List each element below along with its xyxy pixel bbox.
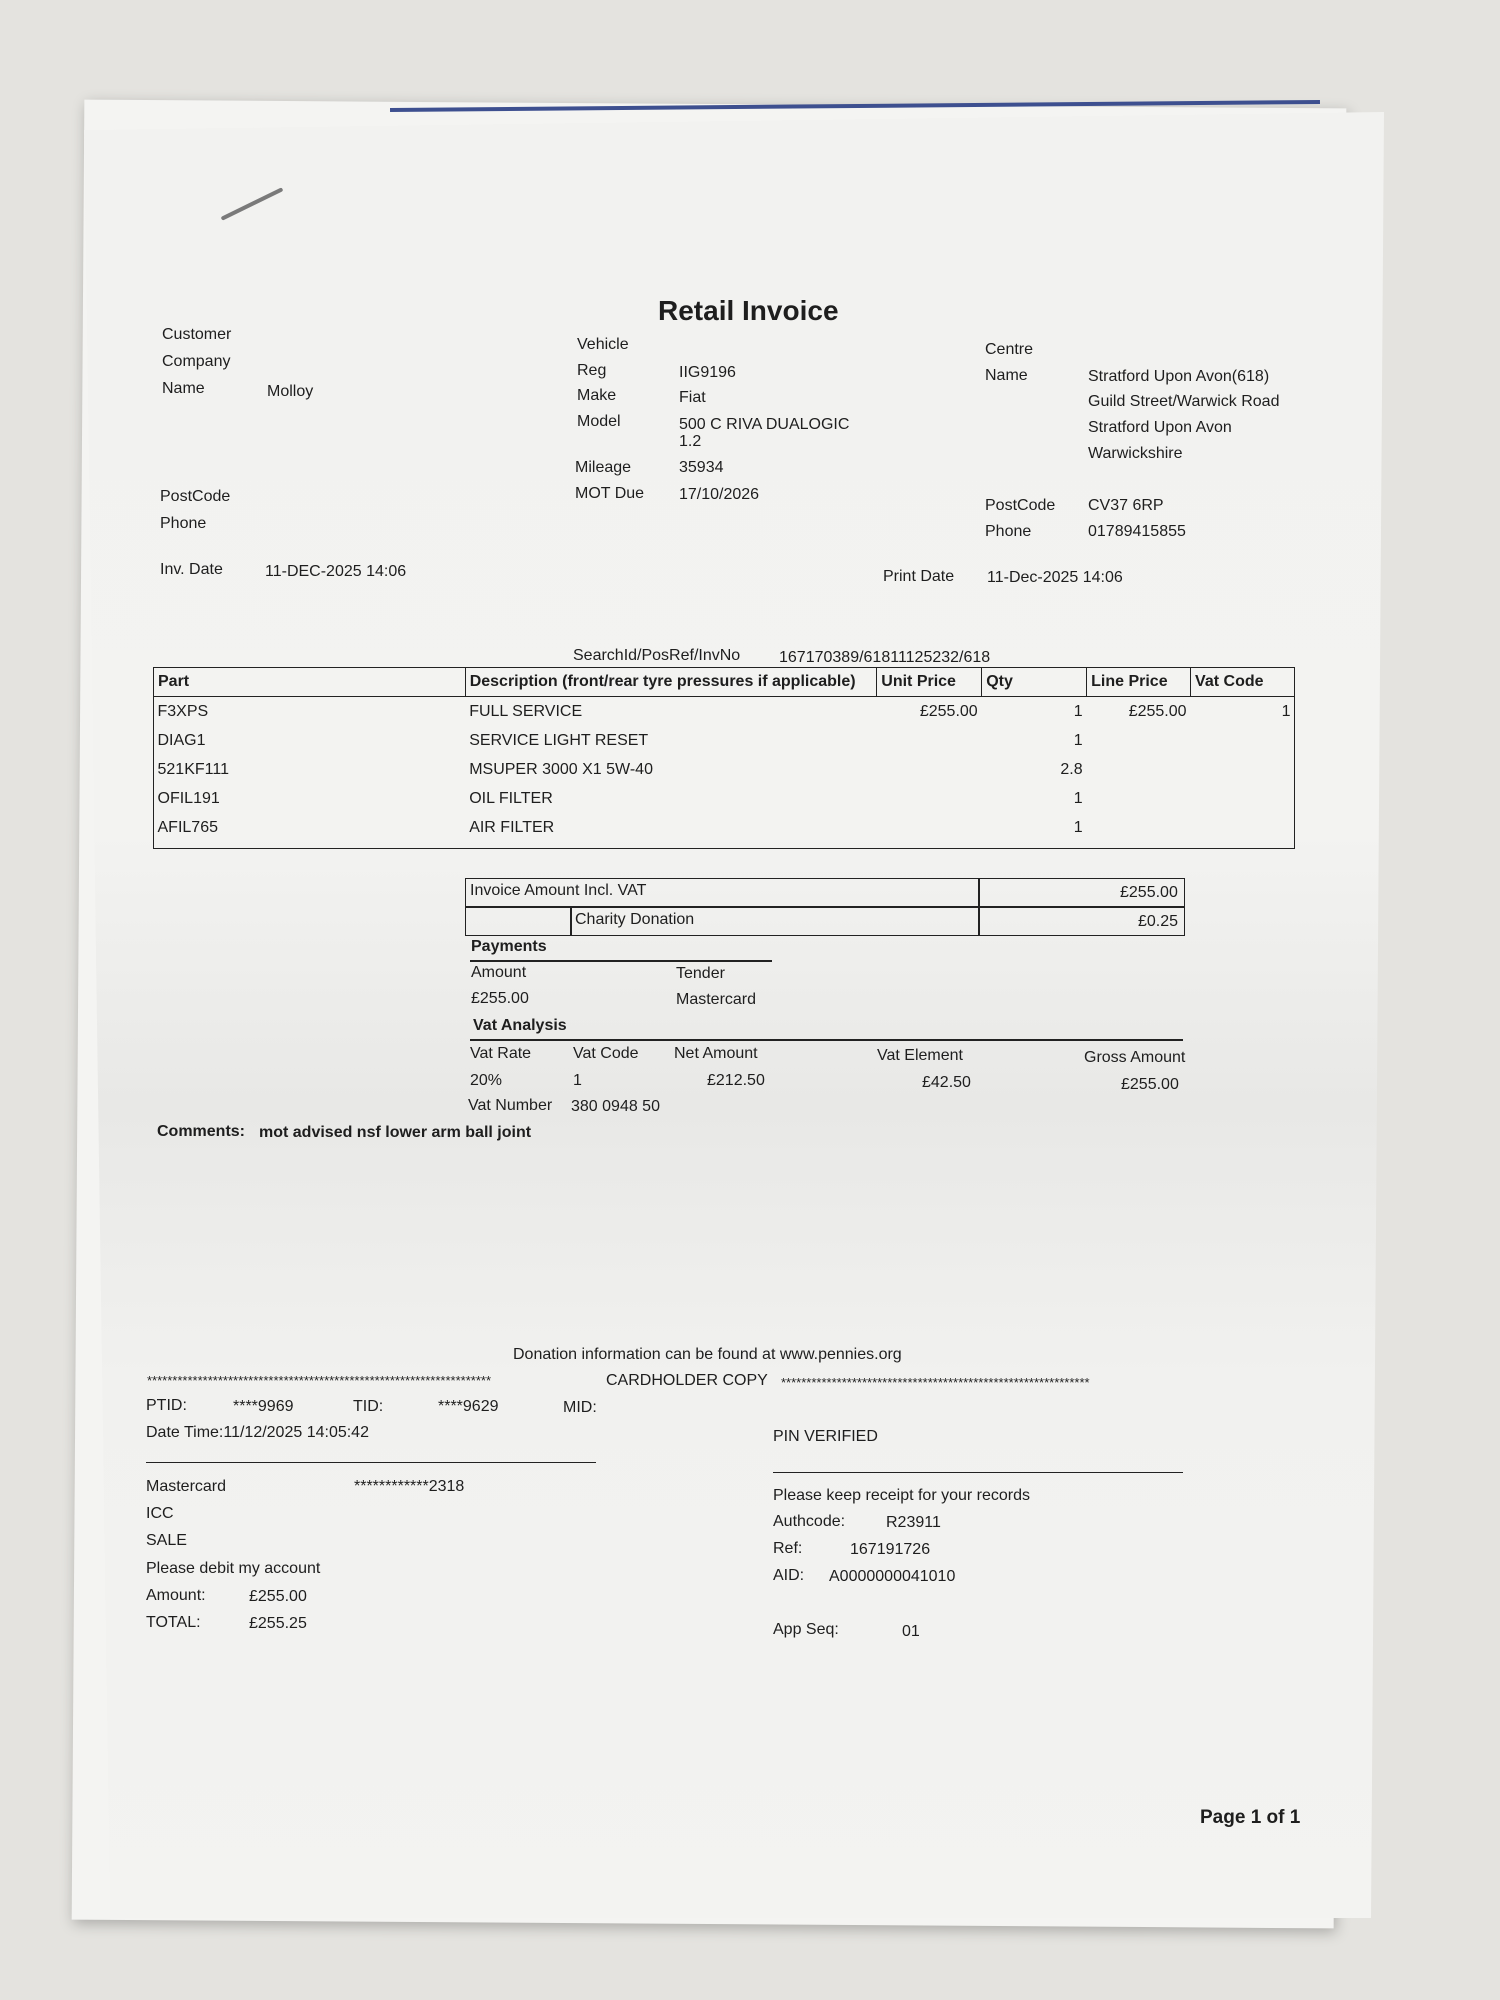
keep-receipt-text: Please keep receipt for your records xyxy=(773,1487,1031,1504)
centre-phone: 01789415855 xyxy=(1088,523,1186,540)
icc-label: ICC xyxy=(146,1505,174,1522)
model-value-line2: 1.2 xyxy=(679,433,702,450)
cell-qty: 1 xyxy=(1073,789,1083,807)
authcode-value: R23911 xyxy=(886,1514,941,1531)
vat-rate: 20% xyxy=(470,1072,503,1089)
comments-label: Comments: xyxy=(157,1123,246,1140)
inv-date-label: Inv. Date xyxy=(160,561,223,578)
totals-row-divider xyxy=(465,906,1185,908)
page-number: Page 1 of 1 xyxy=(1200,1807,1301,1828)
cell-vat-code: 1 xyxy=(1281,702,1291,720)
centre-postcode-label: PostCode xyxy=(985,497,1056,514)
header-qty: Qty xyxy=(982,668,1087,697)
receipt-total: £255.25 xyxy=(249,1615,307,1632)
model-label: Model xyxy=(577,413,621,430)
centre-addr3: Warwickshire xyxy=(1088,445,1183,462)
stars-right: ************************************************************* xyxy=(781,1375,1090,1390)
payments-amount-label: Amount xyxy=(471,964,527,981)
cell-part: F3XPS xyxy=(157,702,209,720)
cell-description: MSUPER 3000 X1 5W-40 xyxy=(469,760,653,778)
ref-value: 167191726 xyxy=(850,1541,931,1558)
cell-line-price xyxy=(1087,813,1191,842)
header-vat-code: Vat Code xyxy=(1191,668,1295,697)
payments-rule xyxy=(470,960,772,962)
name-label: Name xyxy=(162,380,205,397)
cell-vat-code xyxy=(1191,726,1295,755)
tid-value: ****9629 xyxy=(438,1398,499,1415)
cell-part: DIAG1 xyxy=(157,731,206,749)
debit-text: Please debit my account xyxy=(146,1560,321,1577)
payments-tender-label: Tender xyxy=(676,965,725,982)
charity-amount: £0.25 xyxy=(1138,913,1179,930)
aid-value: A0000000041010 xyxy=(829,1568,956,1585)
receipt-datetime: Date Time:11/12/2025 14:05:42 xyxy=(146,1424,369,1441)
mot-value: 17/10/2026 xyxy=(679,486,760,503)
cell-line-price xyxy=(1087,755,1191,784)
centre-label: Centre xyxy=(985,341,1034,358)
receipt-right-rule xyxy=(773,1472,1183,1473)
mot-label: MOT Due xyxy=(575,485,645,502)
centre-name-label: Name xyxy=(985,367,1028,384)
receipt-total-label: TOTAL: xyxy=(146,1614,201,1631)
cell-qty: 1 xyxy=(1073,702,1083,720)
receipt-amount: £255.00 xyxy=(249,1588,307,1605)
vat-rule xyxy=(470,1039,1183,1041)
parts-header-row xyxy=(154,668,1295,697)
cell-qty: 2.8 xyxy=(1060,760,1083,778)
vat-element-label: Vat Element xyxy=(877,1047,963,1064)
table-row xyxy=(154,813,1295,842)
cell-vat-code xyxy=(1191,813,1295,842)
header-description: Description (front/rear tyre pressures if applicable) xyxy=(465,668,877,697)
payments-tender: Mastercard xyxy=(676,991,757,1008)
mileage-label: Mileage xyxy=(575,459,632,476)
app-seq-value: 01 xyxy=(902,1623,920,1640)
payments-heading: Payments xyxy=(471,938,547,955)
vat-number-label: Vat Number xyxy=(468,1097,553,1114)
cell-qty: 1 xyxy=(1073,731,1083,749)
phone-label: Phone xyxy=(160,515,207,532)
cell-unit-price xyxy=(877,813,982,842)
centre-addr2: Stratford Upon Avon xyxy=(1088,419,1232,436)
tid-label: TID: xyxy=(353,1398,384,1415)
mileage-value: 35934 xyxy=(679,459,724,476)
cell-description: FULL SERVICE xyxy=(469,702,583,720)
customer-name: Molloy xyxy=(267,383,314,400)
page-title: Retail Invoice xyxy=(658,295,839,326)
centre-addr1: Guild Street/Warwick Road xyxy=(1088,393,1280,410)
cell-unit-price xyxy=(877,784,982,813)
cell-part: AFIL765 xyxy=(157,818,218,836)
centre-postcode: CV37 6RP xyxy=(1088,497,1164,514)
donation-info: Donation information can be found at www.pennies.org xyxy=(513,1346,902,1363)
vat-net-label: Net Amount xyxy=(674,1045,758,1062)
ptid-value: ****9969 xyxy=(233,1398,294,1415)
vat-heading: Vat Analysis xyxy=(473,1017,567,1034)
ptid-label: PTID: xyxy=(146,1397,187,1414)
cardholder-copy-label: CARDHOLDER COPY xyxy=(606,1372,768,1389)
card-type: Mastercard xyxy=(146,1478,227,1495)
pin-verified: PIN VERIFIED xyxy=(773,1428,878,1445)
make-value: Fiat xyxy=(679,389,706,406)
vat-net: £212.50 xyxy=(707,1072,765,1089)
invoice-amount: £255.00 xyxy=(1120,884,1178,901)
cell-part: 521KF111 xyxy=(157,760,229,778)
table-row xyxy=(154,755,1295,784)
search-ref-label: SearchId/PosRef/InvNo xyxy=(573,647,741,664)
ref-label: Ref: xyxy=(773,1540,803,1557)
vat-gross-label: Gross Amount xyxy=(1084,1049,1186,1066)
cell-line-price xyxy=(1087,784,1191,813)
inv-date: 11-DEC-2025 14:06 xyxy=(265,563,407,580)
customer-label: Customer xyxy=(162,326,232,343)
header-unit-price: Unit Price xyxy=(877,668,982,697)
company-label: Company xyxy=(162,353,231,370)
cell-vat-code xyxy=(1191,784,1295,813)
table-row xyxy=(154,726,1295,755)
sale-label: SALE xyxy=(146,1532,187,1549)
cell-description: OIL FILTER xyxy=(469,789,553,807)
model-value-line1: 500 C RIVA DUALOGIC xyxy=(679,416,850,433)
mid-label: MID: xyxy=(563,1399,597,1416)
vat-rate-label: Vat Rate xyxy=(470,1045,532,1062)
cell-line-price xyxy=(1087,726,1191,755)
cell-unit-price xyxy=(877,726,982,755)
invoice-amount-label: Invoice Amount Incl. VAT xyxy=(470,882,647,899)
payments-amount: £255.00 xyxy=(471,990,529,1007)
cell-unit-price: £255.00 xyxy=(919,702,978,720)
cell-line-price: £255.00 xyxy=(1128,702,1187,720)
stars-left: ******************************************************************** xyxy=(147,1373,492,1388)
aid-label: AID: xyxy=(773,1567,805,1584)
cell-vat-code xyxy=(1191,755,1295,784)
vat-gross: £255.00 xyxy=(1121,1076,1179,1093)
cell-description: SERVICE LIGHT RESET xyxy=(469,731,649,749)
charity-left-divider xyxy=(570,906,572,936)
header-part: Part xyxy=(154,668,466,697)
cell-description: AIR FILTER xyxy=(469,818,555,836)
postcode-label: PostCode xyxy=(160,488,231,505)
print-date-label: Print Date xyxy=(883,568,955,585)
parts-table xyxy=(153,667,1295,842)
table-row xyxy=(154,784,1295,813)
centre-name: Stratford Upon Avon(618) xyxy=(1088,368,1270,385)
charity-label: Charity Donation xyxy=(575,911,695,928)
cell-part: OFIL191 xyxy=(157,789,220,807)
cell-unit-price xyxy=(877,755,982,784)
table-row xyxy=(154,697,1295,727)
reg-label: Reg xyxy=(577,362,607,379)
cell-qty: 1 xyxy=(1073,818,1083,836)
totals-col-divider xyxy=(978,878,980,936)
header-line-price: Line Price xyxy=(1087,668,1191,697)
vehicle-label: Vehicle xyxy=(577,336,629,353)
card-number: ************2318 xyxy=(354,1478,465,1495)
authcode-label: Authcode: xyxy=(773,1513,846,1530)
search-ref-value: 167170389/61811125232/618 xyxy=(779,649,991,666)
comments-text: mot advised nsf lower arm ball joint xyxy=(259,1124,532,1141)
vat-number: 380 0948 50 xyxy=(571,1098,660,1115)
make-label: Make xyxy=(577,387,617,404)
vat-code: 1 xyxy=(573,1072,582,1089)
receipt-left-rule xyxy=(146,1462,596,1463)
vat-code-label: Vat Code xyxy=(573,1045,639,1062)
reg-value: IIG9196 xyxy=(679,364,736,381)
print-date: 11-Dec-2025 14:06 xyxy=(987,569,1123,586)
app-seq-label: App Seq: xyxy=(773,1621,839,1638)
centre-phone-label: Phone xyxy=(985,523,1032,540)
receipt-amount-label: Amount: xyxy=(146,1587,206,1604)
vat-element: £42.50 xyxy=(922,1074,971,1091)
